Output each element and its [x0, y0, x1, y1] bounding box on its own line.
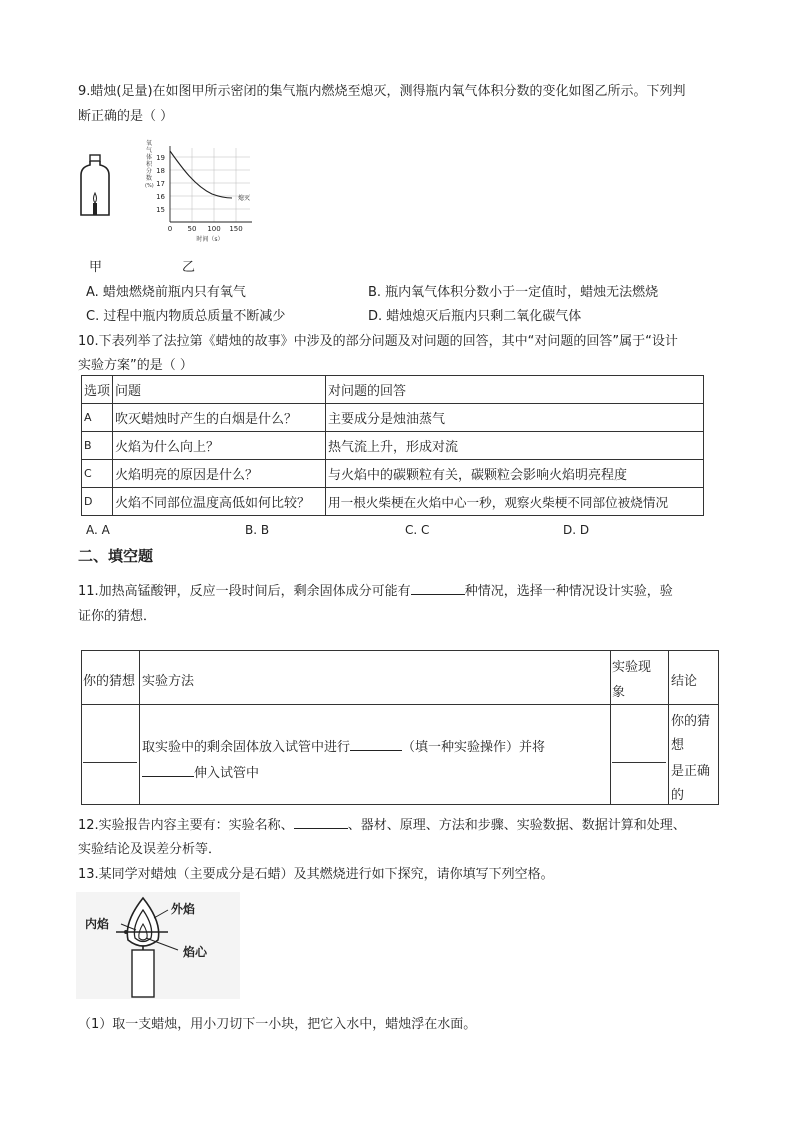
table-cell: D [82, 488, 113, 516]
q9-option-c: C. 过程中瓶内物质总质量不断减少 [86, 309, 286, 324]
q9-stem-line1: 9.蜡烛(足量)在如图甲所示密闭的集气瓶内燃烧至熄灭，测得瓶内氧气体积分数的变化如图乙所示。下列判 [78, 84, 686, 99]
oxygen-graph [140, 138, 260, 246]
graph-xtick: 0 [167, 225, 173, 233]
graph-ytick: 19 [156, 154, 165, 162]
q10-option-d: D. D [563, 523, 590, 537]
method-part: 取实验中的剩余固体放入试管中进行 [142, 740, 351, 755]
table-row [82, 432, 704, 460]
table-cell: B [82, 432, 113, 460]
answer-blank[interactable] [411, 582, 465, 595]
table-header-cell: 实验现 [612, 660, 652, 675]
graph-ytick: 15 [156, 206, 165, 214]
label-outer-flame: 外焰 [171, 902, 196, 916]
graph-ylabel-char: 积 [146, 161, 153, 168]
table-header-cell: 象 [612, 685, 626, 700]
method-part: （填一种实验操作）并将 [402, 740, 546, 755]
q9-option-b: B. 瓶内氧气体积分数小于一定值时，蜡烛无法燃烧 [368, 285, 659, 300]
candle-flame-figure [76, 892, 240, 999]
answer-blank[interactable] [350, 738, 402, 751]
graph-xlabel: 时间（s） [196, 236, 224, 243]
graph-xtick: 100 [207, 225, 221, 233]
method-text [142, 736, 545, 755]
table-header-cell: 问题 [113, 376, 326, 404]
q9-option-d: D. 蜡烛熄灭后瓶内只剩二氧化碳气体 [368, 309, 582, 324]
graph-ylabel-char: 分 [146, 168, 153, 175]
table-header-cell: 你的猜想 [83, 674, 136, 689]
graph-ylabel-char: 体 [146, 154, 153, 161]
q10-stem-line2: 实验方案”的是（ ） [78, 358, 193, 373]
q9-option-a: A. 蜡烛燃烧前瓶内只有氧气 [86, 285, 246, 300]
q13-step1: （1）取一支蜡烛，用小刀切下一小块，把它入水中，蜡烛浮在水面。 [78, 1017, 477, 1032]
graph-ylabel-char: 氧 [146, 140, 153, 147]
q10-option-a: A. A [86, 523, 110, 537]
table-row [82, 460, 704, 488]
q9-stem-line2: 断正确的是（ ） [78, 109, 174, 124]
table-cell: 主要成分是烛油蒸气 [326, 404, 704, 432]
graph-annotation: 熄灭 [238, 195, 251, 202]
gas-jar-figure [78, 153, 112, 219]
label-inner-flame: 内焰 [85, 917, 110, 931]
phenomenon-answer-blank[interactable] [612, 762, 666, 763]
q10-option-b: B. B [245, 523, 270, 537]
q11-table [81, 650, 719, 804]
graph-ylabel-char: (%) [145, 183, 154, 189]
table-row [82, 404, 704, 432]
q10-table [81, 375, 704, 516]
table-cell: 火焰不同部位温度高低如何比较？ [113, 488, 326, 516]
table-cell: 火焰为什么向上？ [113, 432, 326, 460]
graph-xtick: 150 [229, 225, 243, 233]
section-heading: 二、填空题 [78, 547, 154, 565]
table-header-cell: 结论 [671, 674, 698, 689]
graph-ytick: 17 [156, 180, 165, 188]
q10-stem-line1: 10.下表列举了法拉第《蜡烛的故事》中涉及的部分问题及对问题的回答，其中“对问题的回答”属于“设计 [78, 334, 678, 349]
q11-stem-line2: 证你的猜想． [78, 609, 157, 624]
graph-ytick: 18 [156, 167, 165, 175]
table-cell: 与火焰中的碳颗粒有关，碳颗粒会影响火焰明亮程度 [326, 460, 704, 488]
q12-stem-part: 12.实验报告内容主要有：实验名称、 [78, 818, 294, 833]
label-flame-core: 焰心 [183, 945, 208, 959]
q12-stem-part: 、器材、原理、方法和步骤、实验数据、数据计算和处理、 [347, 818, 686, 833]
table-header-row [82, 376, 704, 404]
candle-flame-drawing [76, 892, 240, 999]
graph-ytick: 16 [156, 193, 165, 201]
graph-ylabel-char: 数 [146, 175, 153, 182]
table-cell: C [82, 460, 113, 488]
conclusion-text: 你的猜 [671, 714, 711, 729]
q11-stem-part: 11.加热高锰酸钾，反应一段时间后，剩余固体成分可能有 [78, 584, 411, 599]
table-cell: 火焰明亮的原因是什么？ [113, 460, 326, 488]
table-header-cell: 对问题的回答 [326, 376, 704, 404]
table-header-cell: 实验方法 [142, 674, 195, 689]
label-yi: 乙 [182, 260, 196, 275]
answer-blank[interactable] [142, 764, 194, 777]
graph-ylabel-char: 气 [146, 147, 153, 154]
conclusion-text: 的 [671, 788, 685, 803]
table-header-cell: 选项 [82, 376, 113, 404]
table-row [82, 488, 704, 516]
graph-xtick: 50 [187, 225, 197, 233]
table-cell: 热气流上升，形成对流 [326, 432, 704, 460]
q13-stem-line1: 13.某同学对蜡烛（主要成分是石蜡）及其燃烧进行如下探究，请你填写下列空格。 [78, 867, 554, 882]
table-cell: 吹灭蜡烛时产生的白烟是什么？ [113, 404, 326, 432]
method-text [142, 762, 259, 781]
q11-stem-line1 [78, 580, 673, 599]
label-jia: 甲 [89, 260, 103, 275]
method-part: 伸入试管中 [194, 766, 260, 781]
guess-answer-blank[interactable] [83, 762, 137, 763]
answer-blank[interactable] [294, 816, 348, 829]
conclusion-text: 是正确 [671, 764, 711, 779]
q10-option-c: C. C [405, 523, 430, 537]
q11-stem-part: 种情况，选择一种情况设计实验，验 [464, 584, 673, 599]
q12-stem-line1 [78, 814, 686, 833]
table-cell: 用一根火柴梗在火焰中心一秒，观察火柴梗不同部位被烧情况 [326, 488, 704, 516]
table-cell: A [82, 404, 113, 432]
q12-stem-line2: 实验结论及误差分析等． [78, 842, 222, 857]
conclusion-text: 想 [671, 738, 685, 753]
